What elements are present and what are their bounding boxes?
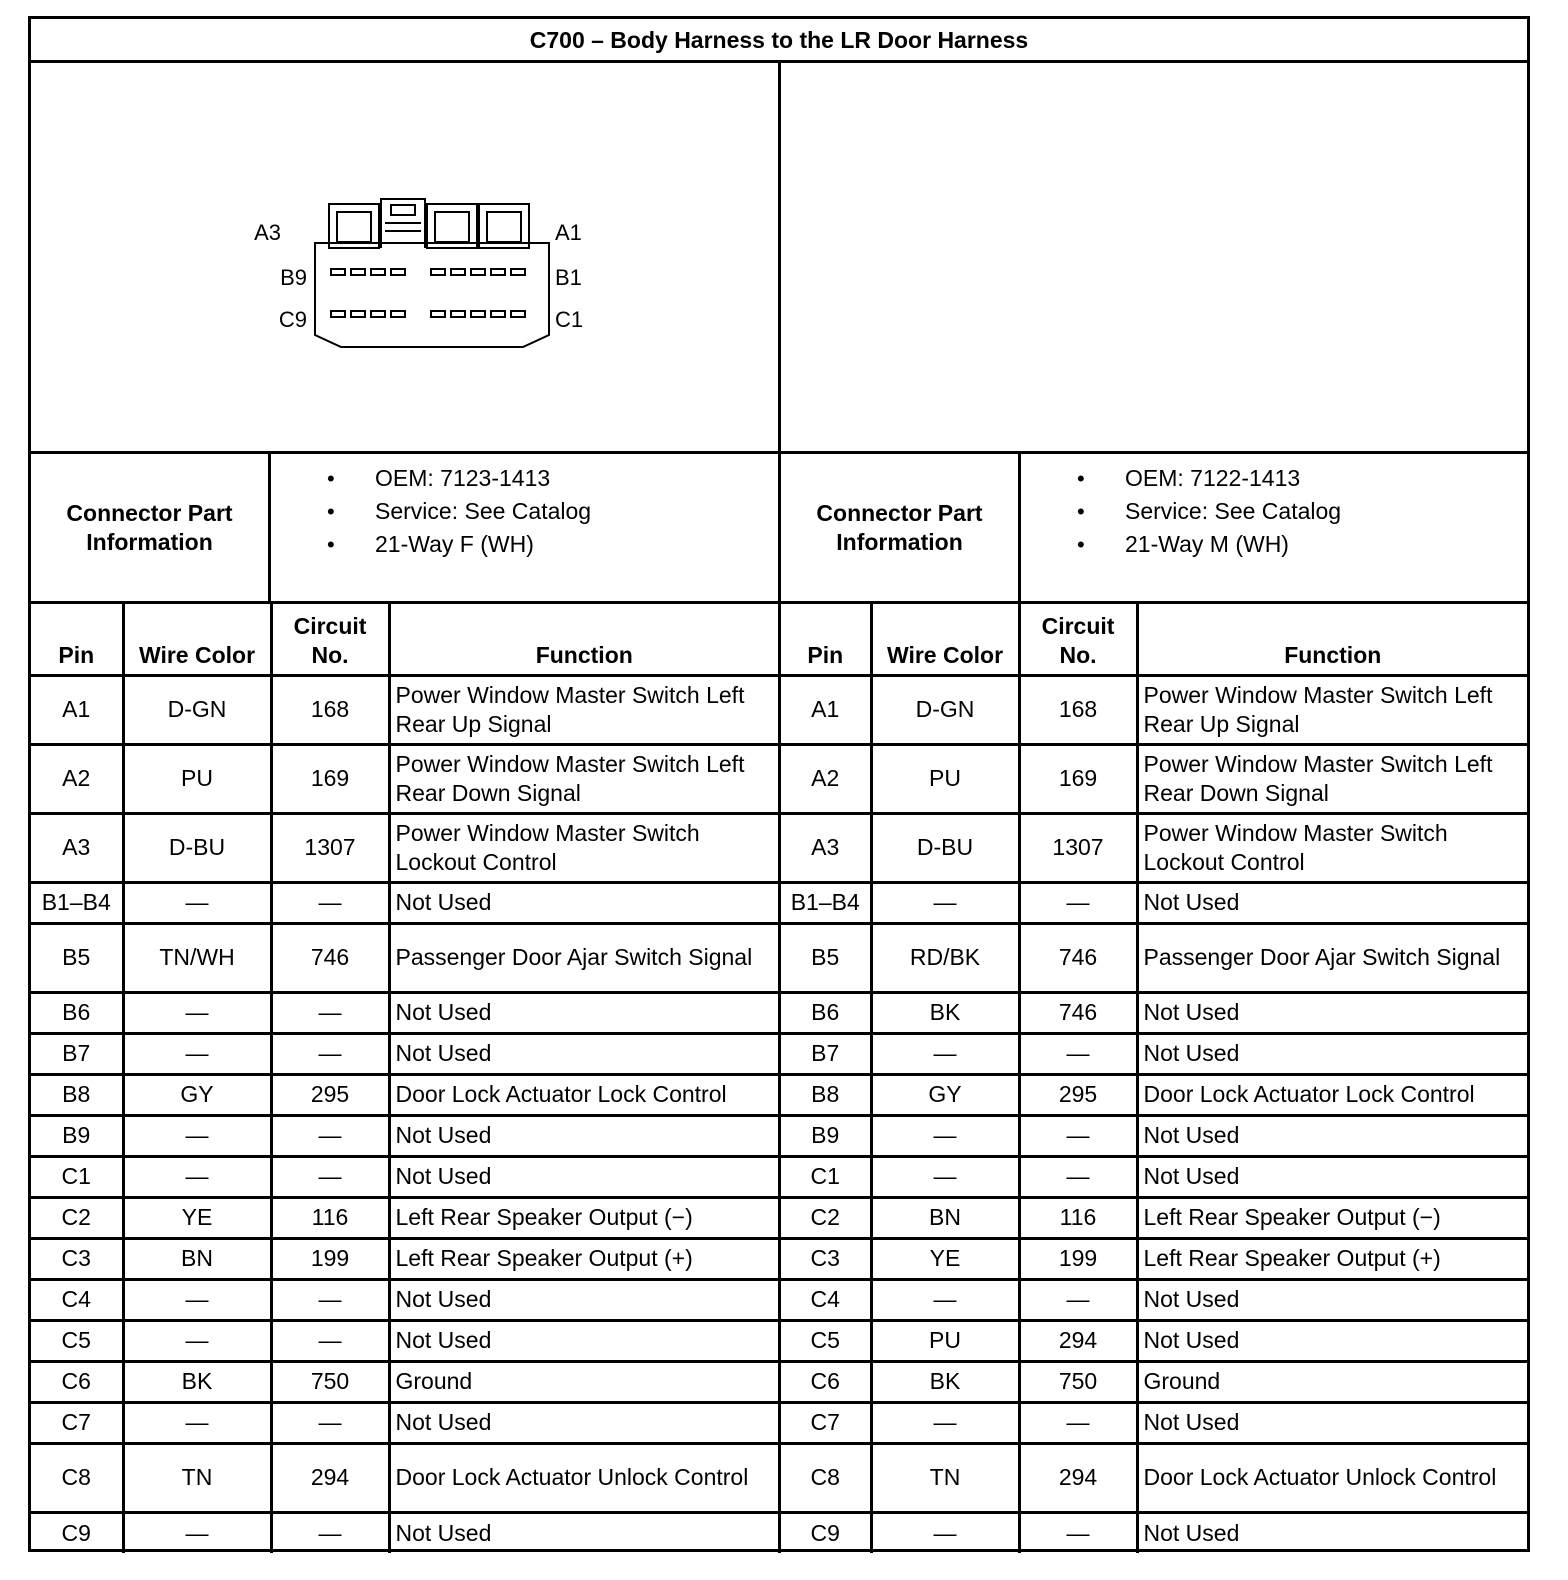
connector-type: • 21-Way F (WH) — [271, 528, 778, 561]
table-row — [31, 992, 780, 1033]
b-row-terminal-slot — [471, 269, 485, 275]
table-row — [781, 1115, 1527, 1156]
connector-face-drawing — [31, 63, 778, 451]
function-cell: Not Used — [1137, 1115, 1527, 1156]
wire-color-cell: TN — [123, 1443, 271, 1512]
table-row — [781, 1402, 1527, 1443]
function-cell: Not Used — [389, 1033, 780, 1074]
function-cell: Not Used — [389, 882, 780, 923]
table-row — [31, 1320, 780, 1361]
wire-color-cell: PU — [871, 1320, 1019, 1361]
circuit-no-cell: 199 — [271, 1238, 389, 1279]
circuit-no-cell: 746 — [271, 923, 389, 992]
function-cell: Power Window Master Switch Left Rear Up Signal — [1137, 675, 1527, 744]
function-cell: Not Used — [1137, 882, 1527, 923]
pin-cell: A2 — [31, 744, 123, 813]
pin-cell: C9 — [31, 1512, 123, 1553]
table-row — [781, 992, 1527, 1033]
c-row-terminal-slot — [511, 311, 525, 317]
connector-housing — [315, 243, 549, 347]
function-cell: Not Used — [1137, 1402, 1527, 1443]
pin-label-a3: A3 — [254, 220, 281, 245]
function-cell: Door Lock Actuator Lock Control — [389, 1074, 780, 1115]
function-cell: Power Window Master Switch Left Rear Up Signal — [389, 675, 780, 744]
circuit-no-cell: 116 — [1019, 1197, 1137, 1238]
header-circuit-no: Circuit No. — [1019, 604, 1137, 675]
table-row — [31, 1512, 780, 1553]
function-cell: Not Used — [1137, 1512, 1527, 1553]
connector-info-row — [31, 454, 1527, 604]
wire-color-cell: GY — [871, 1074, 1019, 1115]
c-row-terminal-slot — [431, 311, 445, 317]
circuit-no-cell: — — [1019, 1402, 1137, 1443]
function-cell: Not Used — [389, 992, 780, 1033]
table-row — [31, 675, 780, 744]
table-row — [781, 1074, 1527, 1115]
circuit-no-cell: — — [271, 1115, 389, 1156]
function-cell: Not Used — [389, 1156, 780, 1197]
pin-label-a1: A1 — [555, 220, 582, 245]
table-row — [31, 744, 780, 813]
function-cell: Not Used — [389, 1512, 780, 1553]
wire-color-cell: BN — [871, 1197, 1019, 1238]
table-row — [31, 882, 780, 923]
pin-label-b9: B9 — [280, 265, 307, 290]
circuit-no-cell: — — [271, 1156, 389, 1197]
pinout-rows-right — [781, 675, 1527, 1553]
b-row-terminal-slot — [391, 269, 405, 275]
wire-color-cell: TN — [871, 1443, 1019, 1512]
header-wire-color: Wire Color — [123, 604, 271, 675]
table-row — [781, 813, 1527, 882]
function-cell: Not Used — [389, 1115, 780, 1156]
wire-color-cell: — — [871, 882, 1019, 923]
circuit-no-cell: 168 — [271, 675, 389, 744]
circuit-no-cell: 1307 — [1019, 813, 1137, 882]
table-row — [31, 1279, 780, 1320]
wire-color-cell: BK — [871, 992, 1019, 1033]
pin-label-b1: B1 — [555, 265, 582, 290]
pin-cell: B6 — [781, 992, 871, 1033]
wire-color-cell: TN/WH — [123, 923, 271, 992]
wire-color-cell: — — [123, 1115, 271, 1156]
wire-color-cell: BN — [123, 1238, 271, 1279]
pin-cell: C7 — [31, 1402, 123, 1443]
wire-color-cell: — — [123, 1402, 271, 1443]
wire-color-cell: YE — [123, 1197, 271, 1238]
circuit-no-cell: 746 — [1019, 923, 1137, 992]
table-row — [781, 1156, 1527, 1197]
terminal-cavity-a2-inner — [435, 212, 469, 242]
wire-color-cell: — — [871, 1512, 1019, 1553]
connector-diagram-right — [781, 63, 1527, 451]
wire-color-cell: — — [871, 1033, 1019, 1074]
wire-color-cell: — — [871, 1156, 1019, 1197]
table-row — [31, 1361, 780, 1402]
wire-color-cell: — — [123, 1033, 271, 1074]
table-row — [781, 1238, 1527, 1279]
circuit-no-cell: — — [1019, 1279, 1137, 1320]
table-row — [781, 1361, 1527, 1402]
wire-color-cell: — — [123, 992, 271, 1033]
c-row-terminal-slot — [331, 311, 345, 317]
circuit-no-cell: 116 — [271, 1197, 389, 1238]
pinout-table-right — [781, 604, 1527, 1553]
table-row — [781, 1443, 1527, 1512]
header-function: Function — [389, 604, 780, 675]
wire-color-cell: RD/BK — [871, 923, 1019, 992]
service-info: • Service: See Catalog — [1021, 495, 1527, 528]
pin-cell: B9 — [31, 1115, 123, 1156]
circuit-no-cell: — — [1019, 1033, 1137, 1074]
pin-cell: C5 — [31, 1320, 123, 1361]
wire-color-cell: PU — [871, 744, 1019, 813]
connector-diagram-left — [31, 63, 781, 451]
table-row — [781, 923, 1527, 992]
b-row-terminal-slot — [331, 269, 345, 275]
circuit-no-cell: 169 — [271, 744, 389, 813]
function-cell: Door Lock Actuator Lock Control — [1137, 1074, 1527, 1115]
wire-color-cell: D-BU — [123, 813, 271, 882]
c-row-terminal-slot — [391, 311, 405, 317]
function-cell: Passenger Door Ajar Switch Signal — [389, 923, 780, 992]
function-cell: Left Rear Speaker Output (+) — [1137, 1238, 1527, 1279]
circuit-no-cell: 168 — [1019, 675, 1137, 744]
pin-label-c9: C9 — [278, 307, 307, 332]
table-row — [31, 1443, 780, 1512]
function-cell: Not Used — [1137, 1279, 1527, 1320]
circuit-no-cell: — — [1019, 1115, 1137, 1156]
pin-cell: C4 — [31, 1279, 123, 1320]
wire-color-cell: — — [123, 1279, 271, 1320]
circuit-no-cell: — — [1019, 882, 1137, 923]
table-row — [781, 1279, 1527, 1320]
function-cell: Not Used — [389, 1320, 780, 1361]
function-cell: Door Lock Actuator Unlock Control — [389, 1443, 780, 1512]
pin-cell: C1 — [31, 1156, 123, 1197]
pin-cell: B1–B4 — [781, 882, 871, 923]
function-cell: Left Rear Speaker Output (+) — [389, 1238, 780, 1279]
function-cell: Not Used — [389, 1402, 780, 1443]
circuit-no-cell: — — [271, 1033, 389, 1074]
circuit-no-cell: — — [271, 1320, 389, 1361]
function-cell: Power Window Master Switch Lockout Control — [1137, 813, 1527, 882]
table-row — [781, 882, 1527, 923]
pin-cell: C6 — [781, 1361, 871, 1402]
function-cell: Ground — [1137, 1361, 1527, 1402]
table-row — [31, 1402, 780, 1443]
pin-cell: B9 — [781, 1115, 871, 1156]
pin-cell: B7 — [31, 1033, 123, 1074]
locking-latch-window — [391, 205, 415, 215]
table-row — [781, 1033, 1527, 1074]
wire-color-cell: — — [871, 1402, 1019, 1443]
pin-label-c1: C1 — [555, 307, 584, 332]
pin-cell: C4 — [781, 1279, 871, 1320]
wire-color-cell: D-GN — [123, 675, 271, 744]
pin-cell: C7 — [781, 1402, 871, 1443]
table-row — [781, 675, 1527, 744]
connector-sheet — [28, 16, 1530, 1552]
wire-color-cell: — — [871, 1279, 1019, 1320]
circuit-no-cell: — — [271, 992, 389, 1033]
table-row — [31, 1033, 780, 1074]
pinout-table-left — [31, 604, 781, 1553]
function-cell: Ground — [389, 1361, 780, 1402]
connector-type: • 21-Way M (WH) — [1021, 528, 1527, 561]
header-wire-color: Wire Color — [871, 604, 1019, 675]
wire-color-cell: — — [123, 1156, 271, 1197]
table-row — [781, 744, 1527, 813]
b-row-terminal-slot — [511, 269, 525, 275]
pin-cell: A1 — [31, 675, 123, 744]
pin-cell: C8 — [31, 1443, 123, 1512]
wire-color-cell: BK — [871, 1361, 1019, 1402]
b-row-terminal-slot — [351, 269, 365, 275]
b-row-terminal-slot — [451, 269, 465, 275]
circuit-no-cell: 199 — [1019, 1238, 1137, 1279]
pin-cell: A2 — [781, 744, 871, 813]
pin-cell: C9 — [781, 1512, 871, 1553]
table-row — [31, 1197, 780, 1238]
wire-color-cell: — — [123, 1512, 271, 1553]
connector-diagrams — [31, 63, 1527, 454]
pin-cell: B5 — [781, 923, 871, 992]
table-row — [31, 1156, 780, 1197]
wire-color-cell: — — [871, 1115, 1019, 1156]
wire-color-cell: PU — [123, 744, 271, 813]
table-row — [31, 1238, 780, 1279]
wire-color-cell: — — [123, 882, 271, 923]
b-row-terminal-slot — [371, 269, 385, 275]
table-header-row — [31, 604, 780, 675]
circuit-no-cell: 750 — [271, 1361, 389, 1402]
circuit-no-cell: — — [1019, 1156, 1137, 1197]
connector-info-list-right — [1021, 454, 1527, 601]
page-title: C700 – Body Harness to the LR Door Harness — [31, 19, 1527, 63]
terminal-cavity-a3-inner — [337, 212, 371, 242]
connector-info-label-left: Connector Part Information — [31, 454, 271, 601]
table-header-row — [781, 604, 1527, 675]
b-row-terminal-slot — [491, 269, 505, 275]
c-row-terminal-slot — [451, 311, 465, 317]
header-pin: Pin — [31, 604, 123, 675]
table-row — [31, 1074, 780, 1115]
pin-cell: C3 — [781, 1238, 871, 1279]
header-function: Function — [1137, 604, 1527, 675]
table-row — [31, 813, 780, 882]
circuit-no-cell: 295 — [1019, 1074, 1137, 1115]
pinout-rows-left — [31, 675, 780, 1553]
pin-cell: B7 — [781, 1033, 871, 1074]
function-cell: Left Rear Speaker Output (−) — [389, 1197, 780, 1238]
pin-cell: C2 — [31, 1197, 123, 1238]
circuit-no-cell: — — [1019, 1512, 1137, 1553]
function-cell: Not Used — [1137, 1320, 1527, 1361]
table-row — [781, 1512, 1527, 1553]
connector-face-drawing — [781, 63, 1527, 451]
circuit-no-cell: 746 — [1019, 992, 1137, 1033]
circuit-no-cell: — — [271, 882, 389, 923]
wire-color-cell: — — [123, 1320, 271, 1361]
function-cell: Not Used — [389, 1279, 780, 1320]
table-row — [781, 1197, 1527, 1238]
circuit-no-cell: 169 — [1019, 744, 1137, 813]
circuit-no-cell: — — [271, 1512, 389, 1553]
c-row-terminal-slot — [471, 311, 485, 317]
circuit-no-cell: 750 — [1019, 1361, 1137, 1402]
pin-cell: C2 — [781, 1197, 871, 1238]
table-row — [781, 1320, 1527, 1361]
pin-cell: B8 — [781, 1074, 871, 1115]
wire-color-cell: BK — [123, 1361, 271, 1402]
pin-cell: C3 — [31, 1238, 123, 1279]
table-row — [31, 923, 780, 992]
c-row-terminal-slot — [371, 311, 385, 317]
pin-cell: A3 — [31, 813, 123, 882]
function-cell: Not Used — [1137, 1156, 1527, 1197]
function-cell: Not Used — [1137, 1033, 1527, 1074]
connector-info-label-right: Connector Part Information — [781, 454, 1021, 601]
b-row-terminal-slot — [431, 269, 445, 275]
header-circuit-no: Circuit No. — [271, 604, 389, 675]
pin-cell: B8 — [31, 1074, 123, 1115]
wire-color-cell: YE — [871, 1238, 1019, 1279]
table-row — [31, 1115, 780, 1156]
function-cell: Power Window Master Switch Left Rear Down Signal — [389, 744, 780, 813]
circuit-no-cell: — — [271, 1279, 389, 1320]
function-cell: Not Used — [1137, 992, 1527, 1033]
c-row-terminal-slot — [351, 311, 365, 317]
terminal-cavity-a1-inner — [487, 212, 521, 242]
wire-color-cell: GY — [123, 1074, 271, 1115]
circuit-no-cell: 294 — [1019, 1443, 1137, 1512]
wire-color-cell: D-GN — [871, 675, 1019, 744]
circuit-no-cell: 294 — [1019, 1320, 1137, 1361]
header-pin: Pin — [781, 604, 871, 675]
function-cell: Power Window Master Switch Lockout Control — [389, 813, 780, 882]
service-info: • Service: See Catalog — [271, 495, 778, 528]
pin-cell: C6 — [31, 1361, 123, 1402]
circuit-no-cell: — — [271, 1402, 389, 1443]
oem-number: • OEM: 7123-1413 — [271, 462, 778, 495]
c-row-terminal-slot — [491, 311, 505, 317]
function-cell: Left Rear Speaker Output (−) — [1137, 1197, 1527, 1238]
circuit-no-cell: 295 — [271, 1074, 389, 1115]
pin-cell: B1–B4 — [31, 882, 123, 923]
wire-color-cell: D-BU — [871, 813, 1019, 882]
circuit-no-cell: 1307 — [271, 813, 389, 882]
pin-cell: C5 — [781, 1320, 871, 1361]
connector-info-list-left — [271, 454, 781, 601]
pin-cell: C1 — [781, 1156, 871, 1197]
pin-cell: A3 — [781, 813, 871, 882]
circuit-no-cell: 294 — [271, 1443, 389, 1512]
function-cell: Door Lock Actuator Unlock Control — [1137, 1443, 1527, 1512]
function-cell: Passenger Door Ajar Switch Signal — [1137, 923, 1527, 992]
oem-number: • OEM: 7122-1413 — [1021, 462, 1527, 495]
function-cell: Power Window Master Switch Left Rear Down Signal — [1137, 744, 1527, 813]
pin-cell: A1 — [781, 675, 871, 744]
pin-cell: B5 — [31, 923, 123, 992]
pin-cell: C8 — [781, 1443, 871, 1512]
pin-cell: B6 — [31, 992, 123, 1033]
